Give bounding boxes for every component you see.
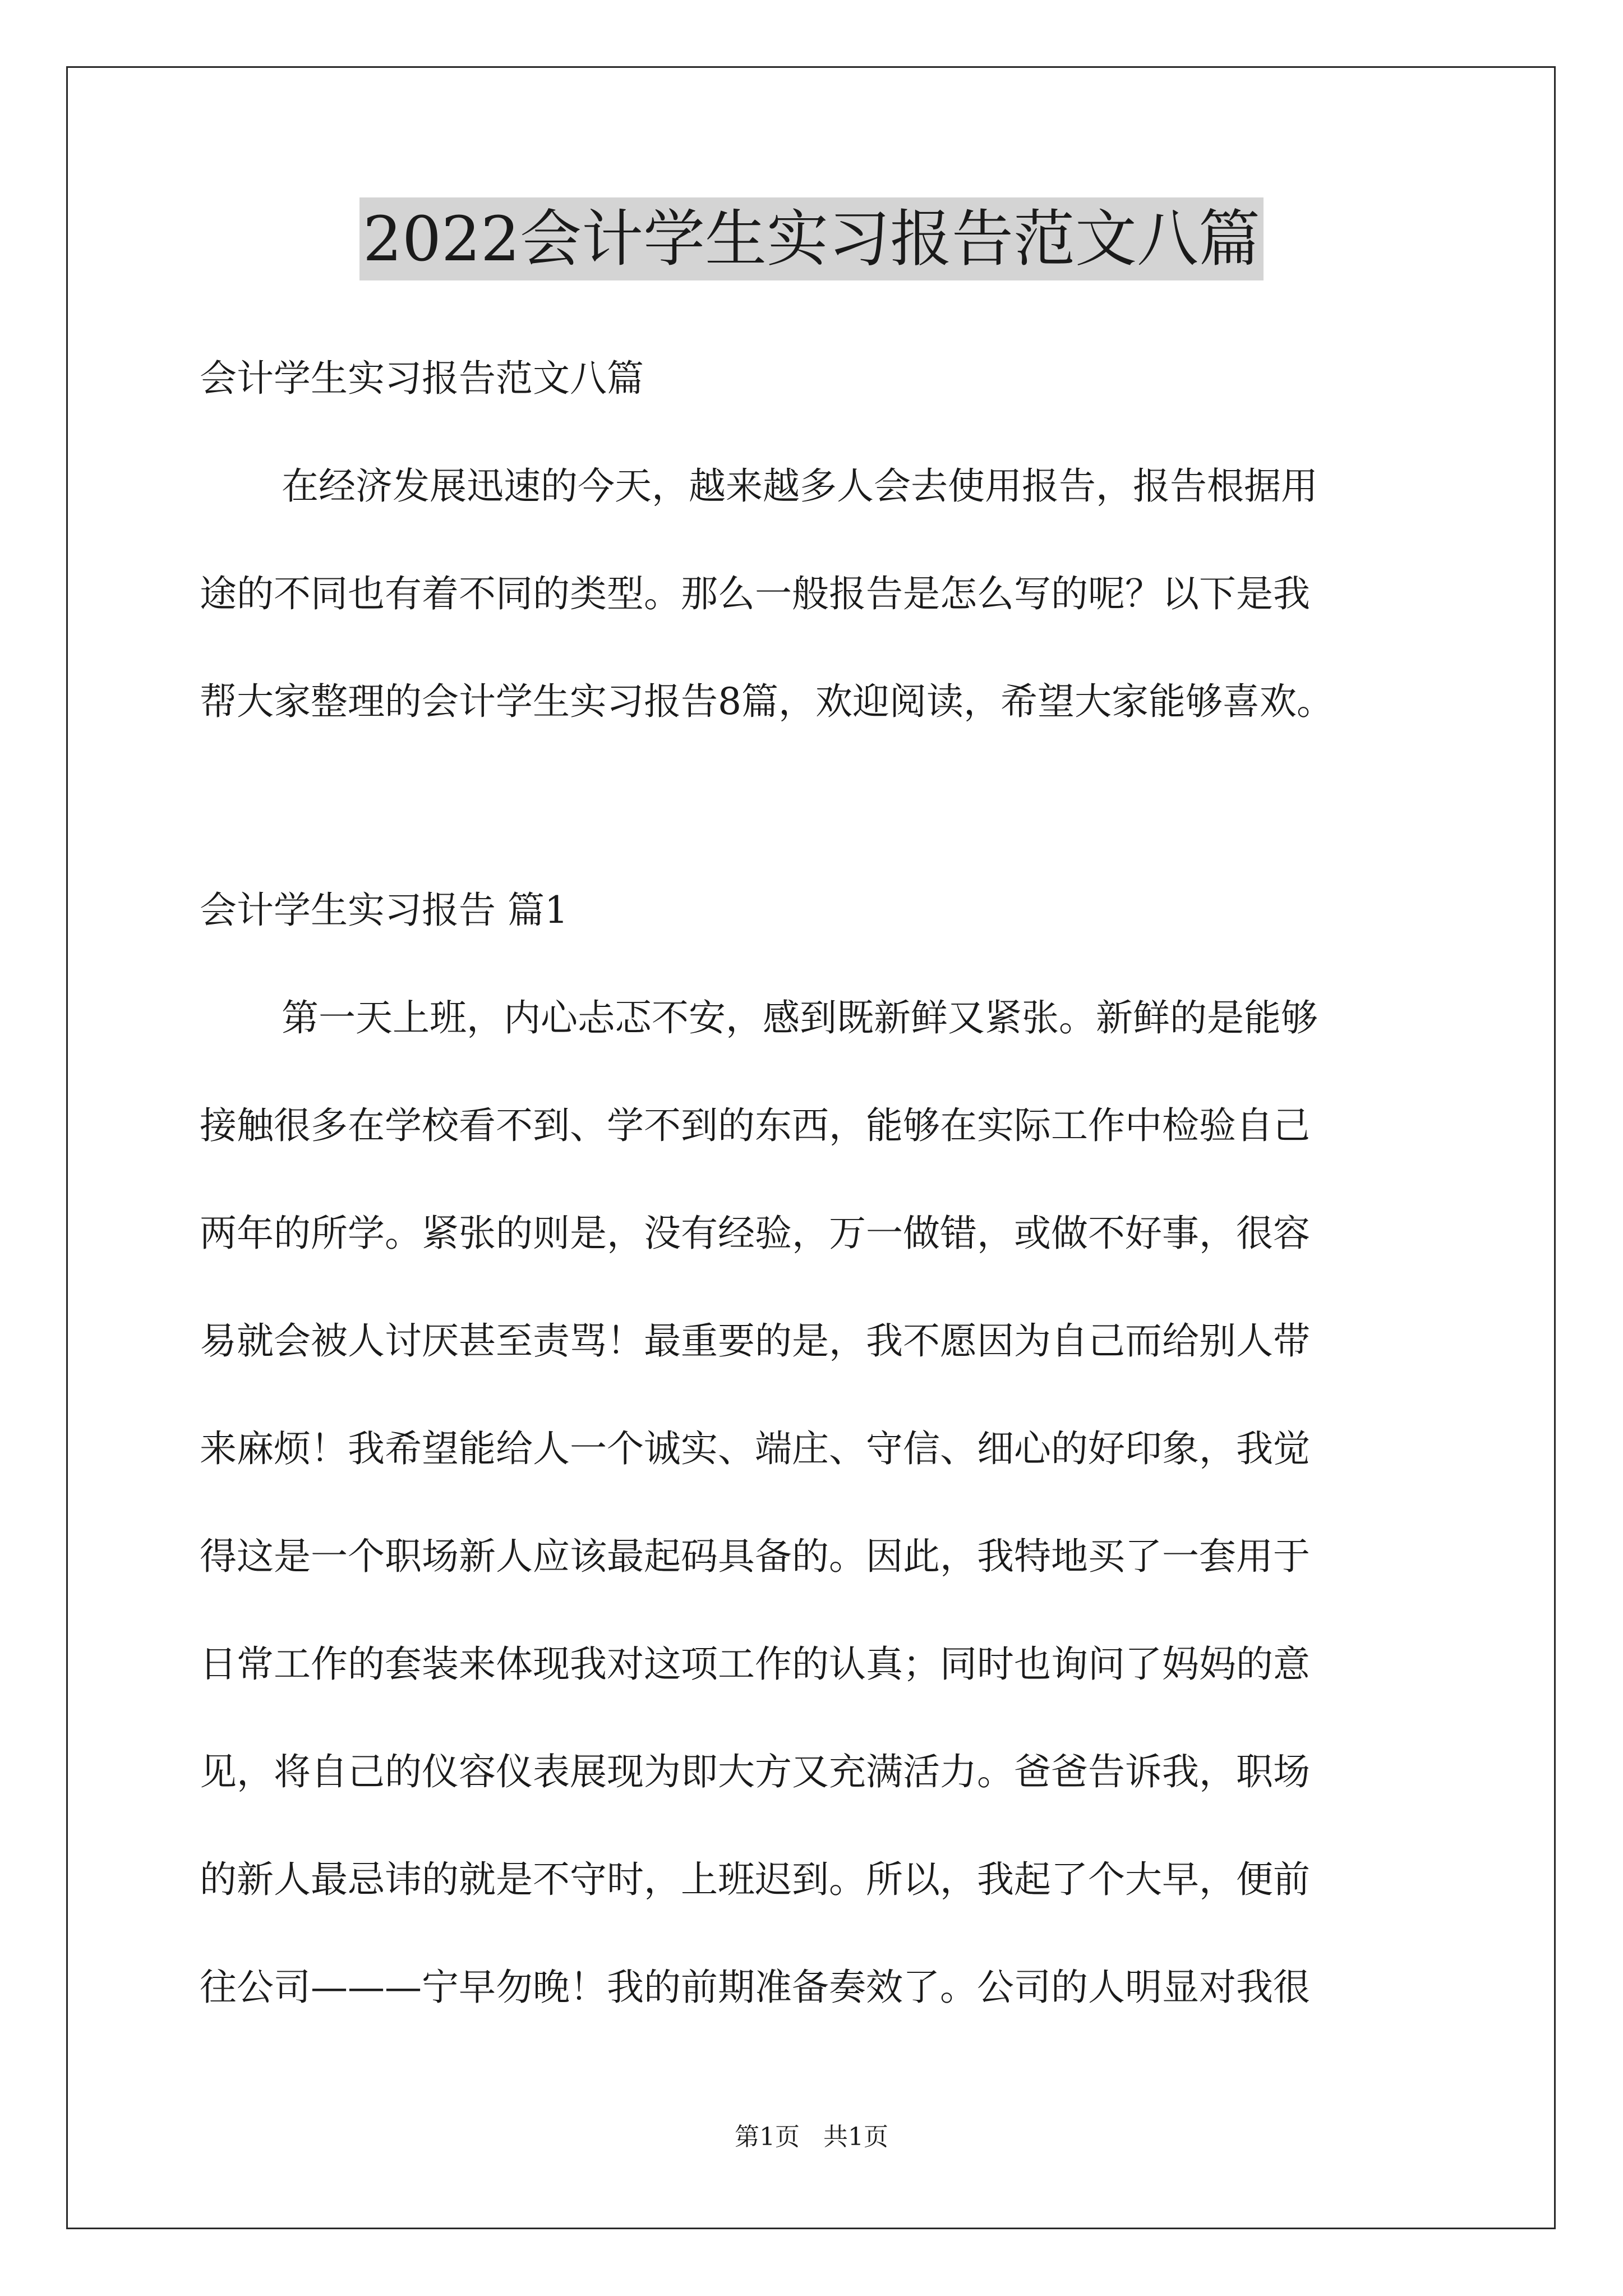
section-paragraph [200, 964, 1433, 2041]
paragraph-line: 得这是一个职场新人应该最起码具备的。因此，我特地买了一套用于 [200, 1535, 1310, 1578]
paragraph-line: 帮大家整理的会计学生实习报告8篇，欢迎阅读，希望大家能够喜欢。 [200, 680, 1334, 723]
page-footer [0, 2120, 1623, 2154]
paragraph-line: 日常工作的套装来体现我对这项工作的认真；同时也询问了妈妈的意 [200, 1642, 1310, 1686]
paragraph-line: 第一天上班，内心忐忑不安，感到既新鲜又紧张。新鲜的是能够 [282, 996, 1318, 1039]
paragraph-line: 两年的所学。紧张的则是，没有经验，万一做错，或做不好事，很容 [200, 1212, 1310, 1255]
title-block [0, 197, 1623, 280]
paragraph-line: 往公司———宁早勿晚！我的前期准备奏效了。公司的人明显对我很 [200, 1966, 1310, 2009]
intro-paragraph [200, 432, 1433, 756]
paragraph-line: 来麻烦！我希望能给人一个诚实、端庄、守信、细心的好印象，我觉 [200, 1427, 1310, 1470]
document-title: 2022会计学生实习报告范文八篇 [359, 197, 1264, 280]
section-heading: 会计学生实习报告 篇1 [200, 889, 568, 932]
paragraph-line: 的新人最忌讳的就是不守时，上班迟到。所以，我起了个大早，便前 [200, 1858, 1310, 1901]
paragraph-line: 见，将自己的仪容仪表展现为即大方又充满活力。爸爸告诉我，职场 [200, 1750, 1310, 1793]
paragraph-line: 在经济发展迅速的今天，越来越多人会去使用报告，报告根据用 [282, 464, 1318, 508]
paragraph-line: 接触很多在学校看不到、学不到的东西，能够在实际工作中检验自己 [200, 1104, 1310, 1147]
paragraph-line: 途的不同也有着不同的类型。那么一般报告是怎么写的呢？以下是我 [200, 572, 1310, 615]
page-total: 共1页 [823, 2123, 888, 2151]
document-subtitle: 会计学生实习报告范文八篇 [200, 357, 644, 400]
paragraph-line: 易就会被人讨厌甚至责骂！最重要的是，我不愿因为自己而给别人带 [200, 1319, 1310, 1363]
page-number: 第1页 [735, 2123, 800, 2151]
